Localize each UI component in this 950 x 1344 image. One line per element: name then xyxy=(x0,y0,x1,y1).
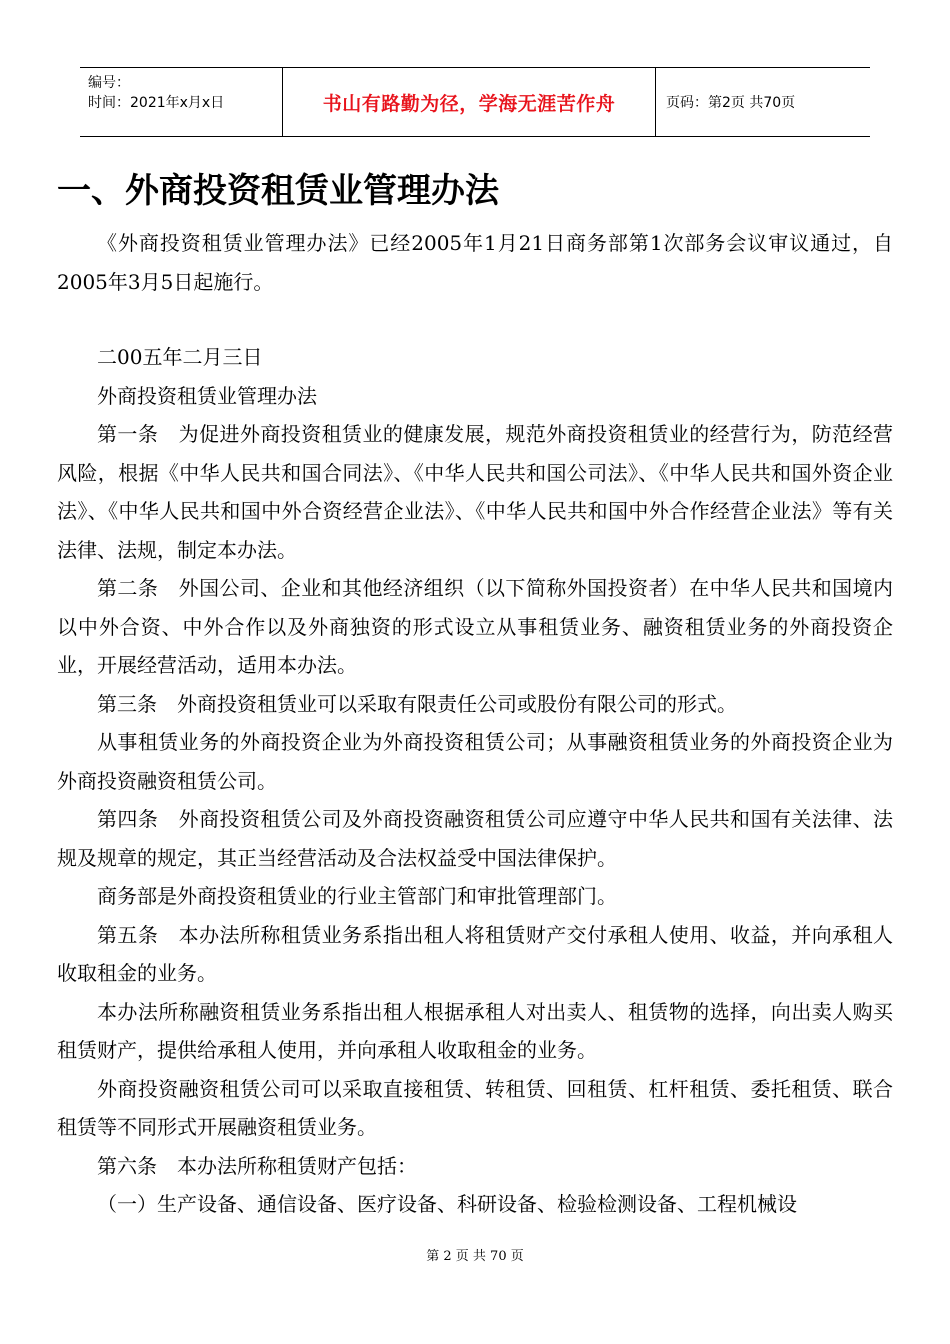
document-time-label: 时间：2021年x月x日 xyxy=(88,95,225,111)
paragraph: 二00五年二月三日 xyxy=(97,345,263,369)
paragraph: 第二条 外国公司、企业和其他经济组织（以下简称外国投资者）在中华人民共和国境内以中外合资、中外合作以及外商独资的形式设立从事租赁业务、融资租赁业务的外商投资企业，开展经营活动，适用本办法。 xyxy=(57,576,893,677)
paragraph: 第六条 本办法所称租赁财产包括： xyxy=(97,1153,417,1178)
paragraph: 第五条 本办法所称租赁业务系指出租人将租赁财产交付承租人使用、收益，并向承租人收取租金的业务。 xyxy=(57,922,893,985)
header-page-info: 页码：第2页 共70页 xyxy=(666,95,796,111)
paragraph: 从事租赁业务的外商投资企业为外商投资租赁公司；从事融资租赁业务的外商投资企业为外商投资融资租赁公司。 xyxy=(57,730,893,793)
paragraph: 第一条 为促进外商投资租赁业的健康发展，规范外商投资租赁业的经营行为，防范经营风险，根据《中华人民共和国合同法》、《中华人民共和国公司法》、《中华人民共和国外资企业法》、《中华人民共和国中外合资经营企业法》、《中华人民共和国中外合作经营企业法》等有关法律、法规，制定本办法。 xyxy=(57,422,893,562)
page-footer: 第 2 页 共 70 页 xyxy=(426,1249,524,1264)
paragraph: 《外商投资租赁业管理办法》已经2005年1月21日商务部第1次部务会议审议通过，自2005年3月5日起施行。 xyxy=(57,231,893,294)
paragraph: （一）生产设备、通信设备、医疗设备、科研设备、检验检测设备、工程机械设 xyxy=(97,1192,797,1216)
header-motto: 书山有路勤为径，学海无涯苦作舟 xyxy=(283,68,656,136)
page-header xyxy=(80,67,870,137)
document-number-label: 编号： xyxy=(88,75,130,91)
document-body xyxy=(57,224,893,1224)
document-title: 一、外商投资租赁业管理办法 xyxy=(57,171,499,211)
paragraph: 第四条 外商投资租赁公司及外商投资融资租赁公司应遵守中华人民共和国有关法律、法规及规章的规定，其正当经营活动及合法权益受中国法律保护。 xyxy=(57,807,893,870)
paragraph: 外商投资租赁业管理办法 xyxy=(97,383,317,408)
paragraph: 本办法所称融资租赁业务系指出租人根据承租人对出卖人、租赁物的选择，向出卖人购买租赁财产，提供给承租人使用，并向承租人收取租金的业务。 xyxy=(57,999,893,1062)
paragraph: 商务部是外商投资租赁业的行业主管部门和审批管理部门。 xyxy=(97,884,617,908)
header-meta xyxy=(80,68,283,136)
paragraph: 外商投资融资租赁公司可以采取直接租赁、转租赁、回租赁、杠杆租赁、委托租赁、联合租赁等不同形式开展融资租赁业务。 xyxy=(57,1076,893,1139)
paragraph: 第三条 外商投资租赁业可以采取有限责任公司或股份有限公司的形式。 xyxy=(97,691,737,716)
